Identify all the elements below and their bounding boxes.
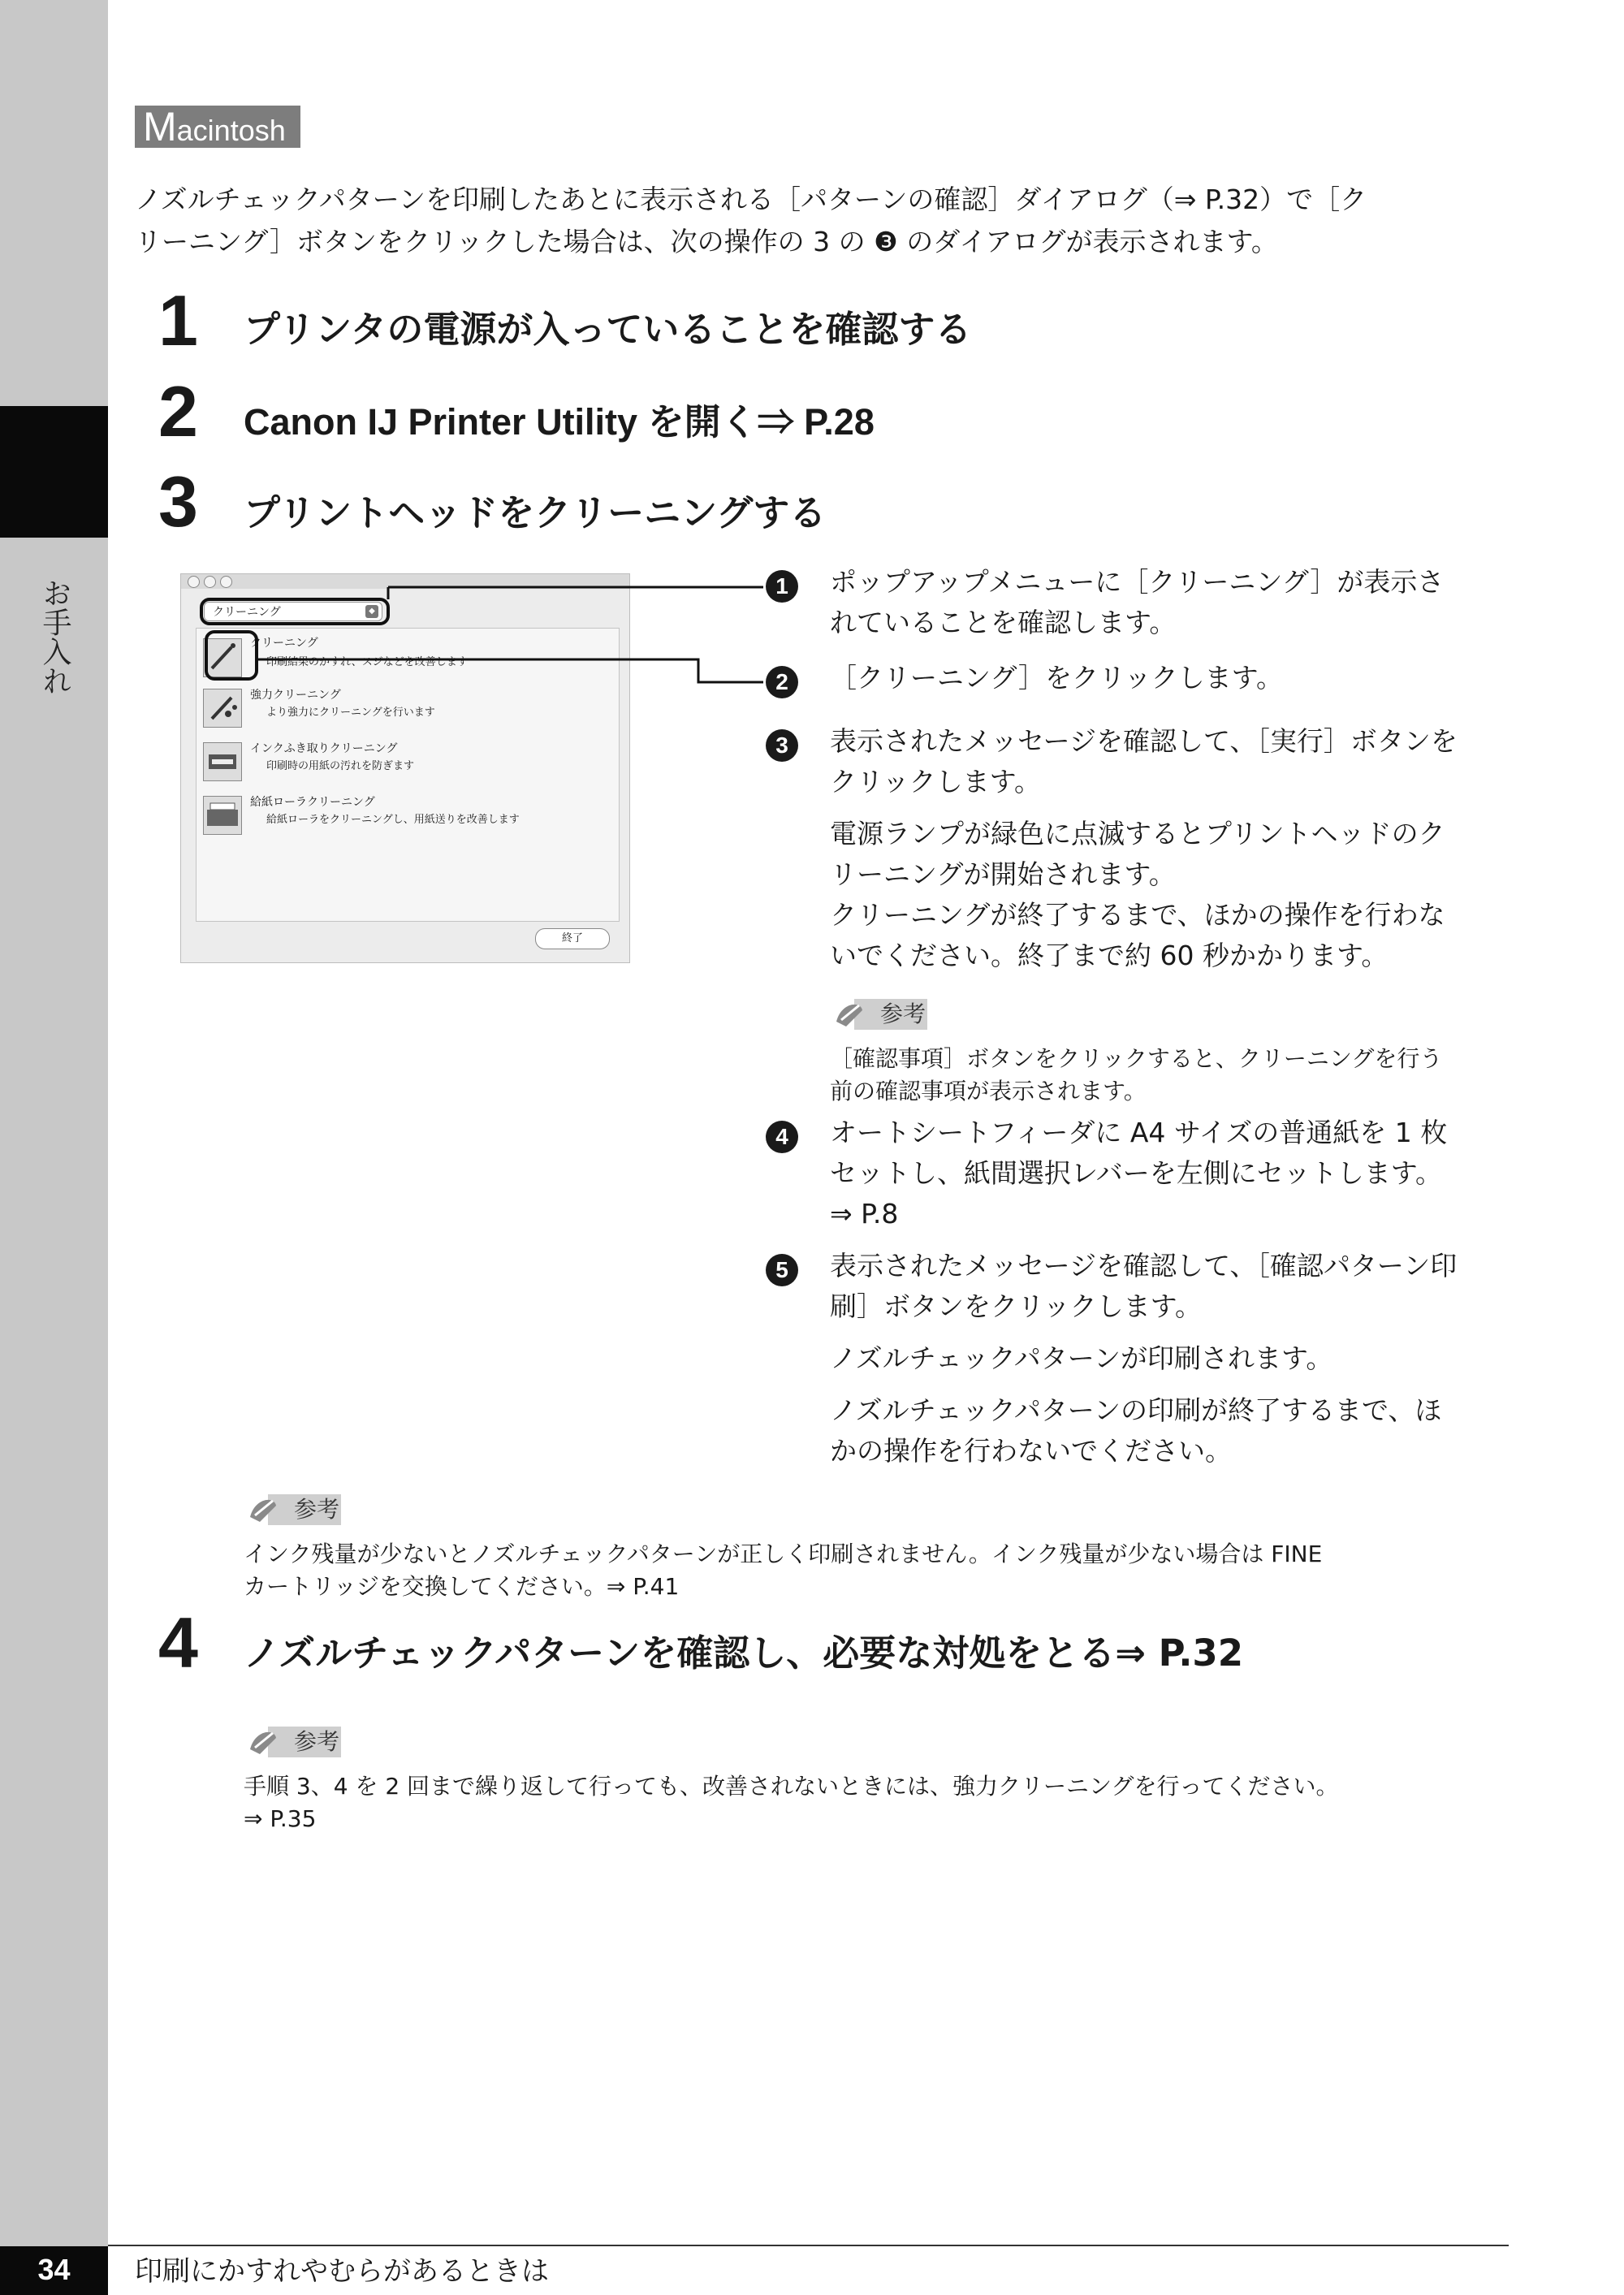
substep-line: ポップアップメニューに［クリーニング］が表示さ xyxy=(830,566,1445,598)
substep-line: ノズルチェックパターンが印刷されます。 xyxy=(830,1342,1333,1374)
popup-chevron-icon: ◆ xyxy=(365,605,378,618)
list-item-roller-cleaning[interactable] xyxy=(197,793,619,840)
substep-text xyxy=(830,721,1512,976)
item-desc: より強力にクリーニングを行います xyxy=(266,707,435,719)
step-title: Canon IJ Printer Utility を開く⇒ P.28 xyxy=(244,401,875,443)
note-line: ［確認事項］ボタンをクリックすると、クリーニングを行う xyxy=(830,1045,1443,1072)
item-title: 給紙ローラクリーニング xyxy=(250,796,375,809)
step-number: 4 xyxy=(158,1602,198,1683)
substep-line: 刷］ボタンをクリックします。 xyxy=(830,1290,1203,1322)
substep-line: 表示されたメッセージを確認して、［実行］ボタンを xyxy=(830,725,1458,757)
badge-initial: M xyxy=(143,104,177,149)
reference-note-icon xyxy=(244,1489,349,1528)
badge-rest: acintosh xyxy=(176,114,286,147)
reference-note-label: 参考 xyxy=(880,1001,926,1027)
note-line: ⇒ P.35 xyxy=(244,1805,317,1832)
substep-line: れていることを確認します。 xyxy=(830,607,1177,638)
step-number: 2 xyxy=(158,371,198,452)
deep-cleaning-icon xyxy=(203,689,242,728)
substep-line: ノズルチェックパターンの印刷が終了するまで、ほ xyxy=(830,1394,1442,1426)
step-title: プリンタの電源が入っていることを確認する xyxy=(244,308,972,351)
reference-note-text xyxy=(244,1770,1510,1835)
step-number: 3 xyxy=(158,461,198,542)
list-item-deep-cleaning[interactable] xyxy=(197,685,619,733)
item-desc: 給紙ローラをクリーニングし、用紙送りを改善します xyxy=(266,814,520,826)
intro-text xyxy=(135,179,1499,263)
substep-text xyxy=(830,658,1512,698)
reference-note-icon xyxy=(830,994,935,1033)
note-line: 前の確認事項が表示されます。 xyxy=(830,1078,1147,1104)
substep-line: オートシートフィーダに A4 サイズの普通紙を 1 枚 xyxy=(830,1117,1448,1148)
substep-marker: 3 xyxy=(766,729,798,762)
intro-line: リーニング］ボタンをクリックした場合は、次の操作の 3 の ❸ のダイアログが表示されます。 xyxy=(135,226,1278,257)
substep-marker: 2 xyxy=(766,666,798,698)
substep-text xyxy=(830,1246,1512,1472)
callout-line-2 xyxy=(257,659,763,682)
bottom-plate-cleaning-icon xyxy=(203,742,242,781)
page-number: 34 xyxy=(0,2246,108,2295)
reference-note-text xyxy=(244,1538,1510,1603)
note-line: カートリッジを交換してください。⇒ P.41 xyxy=(244,1573,680,1600)
note-line: 手順 3、4 を 2 回まで繰り返して行っても、改善されないときには、強力クリーニングを行ってください。 xyxy=(244,1773,1339,1800)
substep-text xyxy=(830,562,1512,643)
reference-note-text xyxy=(830,1043,1512,1108)
page-sidebar xyxy=(0,0,108,2295)
substep-line: セットし、紙間選択レバーを左側にセットします。 xyxy=(830,1157,1443,1189)
section-tab-label: お手入れ xyxy=(38,578,71,695)
roller-cleaning-icon xyxy=(203,796,242,835)
item-title: クリーニング xyxy=(250,637,318,650)
item-desc: 印刷結果のかすれ、スジなどを改善します xyxy=(266,656,468,668)
item-title: 強力クリーニング xyxy=(250,689,341,702)
substep-line: いでください。終了まで約 60 秒かかります。 xyxy=(830,940,1389,971)
substep-line: クリックします。 xyxy=(830,766,1042,797)
note-line: インク残量が少ないとノズルチェックパターンが正しく印刷されません。インク残量が少ない場合は FINE xyxy=(244,1541,1323,1567)
popup-value: クリーニング xyxy=(213,606,281,619)
substep-line: リーニングが開始されます。 xyxy=(830,858,1176,890)
item-title: インクふき取りクリーニング xyxy=(250,742,398,755)
step-title: ノズルチェックパターンを確認し、必要な対処をとる⇒ P.32 xyxy=(244,1632,1244,1675)
substep-line: 表示されたメッセージを確認して、［確認パターン印 xyxy=(830,1250,1458,1281)
sidebar-section-marker xyxy=(0,406,108,538)
reference-note-label: 参考 xyxy=(294,1728,340,1755)
footer-rule xyxy=(108,2245,1509,2246)
item-desc: 印刷時の用紙の汚れを防ぎます xyxy=(266,760,415,772)
reference-note-icon xyxy=(244,1722,349,1761)
substep-marker: 4 xyxy=(766,1121,798,1153)
close-dialog-button[interactable]: 終了 xyxy=(535,928,610,949)
macintosh-badge xyxy=(135,106,300,148)
step-number: 1 xyxy=(158,280,198,361)
list-item-bottom-plate-cleaning[interactable] xyxy=(197,739,619,786)
substep-text xyxy=(830,1113,1512,1234)
intro-line: ノズルチェックパターンを印刷したあとに表示される［パターンの確認］ダイアログ（⇒ P.32）で［ク xyxy=(135,184,1367,215)
substep-line: ［クリーニング］をクリックします。 xyxy=(830,662,1284,694)
footer-title: 印刷にかすれやむらがあるときは xyxy=(135,2255,549,2288)
substep-marker: 1 xyxy=(766,570,798,603)
callout-highlight-icon xyxy=(206,632,257,679)
substep-line: かの操作を行わないでください。 xyxy=(830,1435,1232,1467)
step-title: プリントヘッドをクリーニングする xyxy=(244,491,827,534)
substep-line: ⇒ P.8 xyxy=(830,1198,899,1230)
callout-highlight-popup xyxy=(201,599,388,624)
substep-line: 電源ランプが緑色に点滅するとプリントヘッドのク xyxy=(830,818,1445,849)
callout-lines xyxy=(179,568,780,690)
substep-line: クリーニングが終了するまで、ほかの操作を行わな xyxy=(830,899,1445,931)
substep-marker: 5 xyxy=(766,1254,798,1286)
reference-note-label: 参考 xyxy=(294,1496,340,1523)
